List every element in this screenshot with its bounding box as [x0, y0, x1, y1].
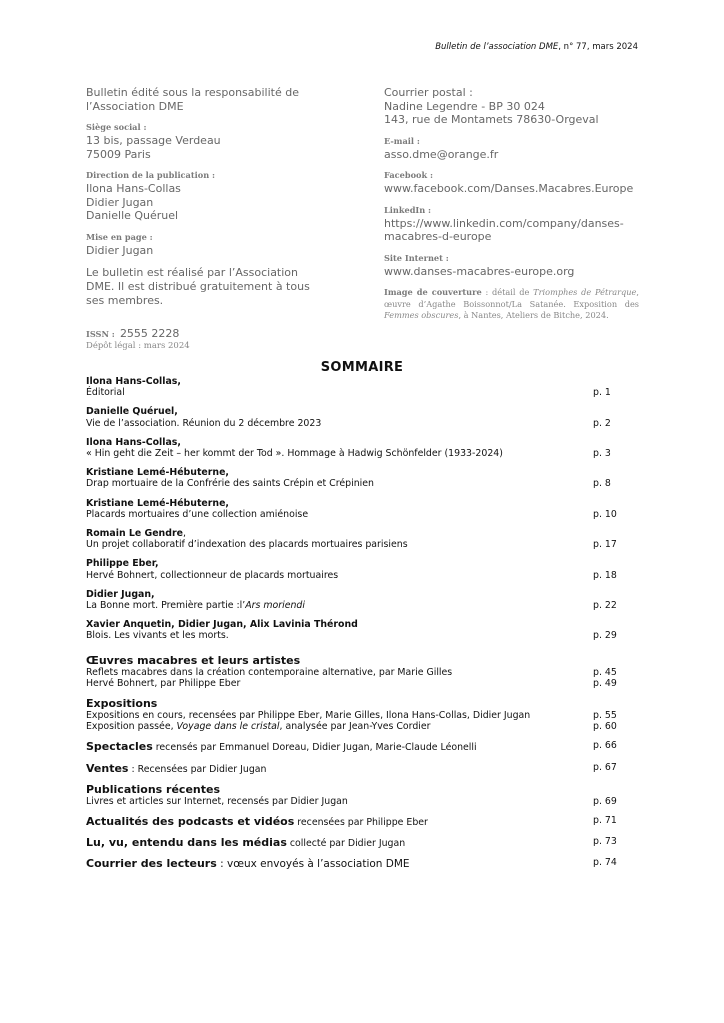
header-issue: , n° 77, mars 2024	[558, 42, 638, 52]
toc-section-medias[interactable]	[86, 836, 638, 849]
toc-entry[interactable]	[86, 558, 638, 580]
cover-artwork-title: Triomphes de Pétrarque	[533, 287, 637, 297]
linkedin-block	[384, 205, 639, 244]
cover-text: , œuvre d’Agathe Boissonnot/La Satanée. Exposition des	[384, 287, 639, 309]
issn-label: ISSN :	[86, 329, 115, 339]
section-subtitle: : Recensées par Didier Jugan	[128, 763, 267, 775]
toc-page: p. 2	[593, 417, 611, 429]
siege-block	[86, 122, 316, 161]
toc-title-italic: Voyage dans le cristal	[176, 721, 280, 733]
toc-page: p. 22	[593, 600, 617, 612]
toc-author: Kristiane Lemé-Hébuterne,	[86, 467, 229, 479]
siege-label: Siège social :	[86, 122, 147, 132]
section-subtitle: recensés par Emmanuel Doreau, Didier Jugan, Marie-Claude Léonelli	[152, 742, 477, 754]
toc-item[interactable]	[86, 678, 638, 689]
director-name: Ilona Hans-Collas	[86, 182, 181, 195]
section-title: Œuvres macabres et leurs artistes	[86, 653, 301, 667]
cover-label: Image de couverture	[384, 287, 482, 297]
toc-title-italic: Ars moriendi	[245, 600, 305, 612]
masthead-left-column	[86, 86, 316, 351]
distribution-note: Le bulletin est réalisé par l’Association DME. Il est distribué gratuitement à tous ses membres.	[86, 266, 310, 307]
layout-block	[86, 232, 316, 258]
toc-page: p. 73	[593, 836, 617, 848]
toc-section-courrier[interactable]	[86, 857, 638, 870]
table-of-contents	[86, 376, 638, 879]
website-block	[384, 253, 639, 279]
cover-text: : détail de	[481, 287, 534, 297]
toc-entry[interactable]	[86, 437, 638, 459]
toc-title: Éditorial	[86, 387, 125, 399]
toc-title: Placards mortuaires d’une collection amiénoise	[86, 508, 309, 520]
section-title: Actualités des podcasts et vidéos	[86, 815, 295, 829]
toc-title: Blois. Les vivants et les morts.	[86, 630, 229, 642]
toc-page: p. 74	[593, 857, 617, 869]
postal-line1: Nadine Legendre - BP 30 024	[384, 99, 545, 113]
toc-title	[86, 600, 593, 611]
toc-page: p. 1	[593, 387, 611, 399]
toc-page: p. 45	[593, 666, 617, 678]
toc-entry[interactable]	[86, 619, 638, 641]
toc-author: Romain Le Gendre	[86, 528, 183, 540]
toc-title: Livres et articles sur Internet, recensés par Didier Jugan	[86, 795, 348, 807]
toc-page: p. 17	[593, 539, 617, 551]
director-name: Danielle Quéruel	[86, 209, 179, 222]
toc-author: Kristiane Lemé-Hébuterne,	[86, 497, 229, 509]
toc-entry[interactable]	[86, 467, 638, 489]
masthead-right-column	[384, 86, 639, 322]
toc-item[interactable]	[86, 710, 638, 721]
direction-block	[86, 170, 316, 223]
running-header	[435, 42, 638, 52]
section-title: Courrier des lecteurs	[86, 857, 217, 871]
toc-title: Reflets macabres dans la création contemporaine alternative, par Marie Gilles	[86, 666, 453, 678]
section-title: Expositions	[86, 697, 158, 711]
toc-title: Hervé Bohnert, par Philippe Eber	[86, 677, 241, 689]
toc-page: p. 66	[593, 740, 617, 752]
facebook-label: Facebook :	[384, 170, 434, 180]
section-title: Publications récentes	[86, 782, 221, 796]
director-name: Didier Jugan	[86, 195, 154, 209]
layout-label: Mise en page :	[86, 231, 153, 242]
header-bulletin-name: Bulletin de l’association DME	[435, 42, 559, 52]
section-title: Spectacles	[86, 740, 153, 754]
issn-block	[86, 322, 316, 341]
email-link[interactable]: asso.dme@orange.fr	[384, 147, 499, 161]
email-label: E-mail :	[384, 135, 420, 146]
toc-author-comma: ,	[182, 528, 186, 540]
toc-title: Hervé Bohnert, collectionneur de placards mortuaires	[86, 569, 339, 581]
toc-author: Philippe Eber,	[86, 558, 159, 570]
toc-page: p. 69	[593, 795, 617, 807]
toc-page: p. 49	[593, 677, 617, 689]
toc-entry[interactable]	[86, 406, 638, 428]
toc-page: p. 18	[593, 569, 617, 581]
website-label: Site Internet :	[384, 252, 449, 263]
toc-page: p. 8	[593, 478, 611, 490]
toc-entry[interactable]	[86, 498, 638, 520]
facebook-block	[384, 170, 639, 196]
section-subtitle: recensées par Philippe Eber	[294, 817, 428, 829]
toc-author: Didier Jugan,	[86, 588, 155, 600]
toc-section-publications	[86, 783, 638, 807]
toc-title-text: , analysée par Jean-Yves Cordier	[279, 721, 431, 733]
toc-title: Un projet collaboratif d’indexation des placards mortuaires parisiens	[86, 539, 408, 551]
toc-title-text: Exposition passée,	[86, 721, 177, 733]
toc-page: p. 67	[593, 761, 617, 773]
section-subtitle: : vœux envoyés à l’association DME	[216, 858, 410, 871]
toc-author: Ilona Hans-Collas,	[86, 376, 181, 387]
cover-credit	[384, 287, 639, 322]
section-title: Lu, vu, entendu dans les médias	[86, 836, 287, 850]
sommaire-title: SOMMAIRE	[320, 360, 404, 375]
siege-line1: 13 bis, passage Verdeau	[86, 134, 221, 147]
toc-author: Ilona Hans-Collas,	[86, 436, 181, 448]
toc-page: p. 71	[593, 815, 617, 827]
email-block	[384, 136, 639, 162]
facebook-link[interactable]: www.facebook.com/Danses.Macabres.Europe	[384, 182, 634, 195]
toc-section-oeuvres	[86, 654, 638, 689]
toc-page: p. 55	[593, 710, 617, 722]
section-subtitle: collecté par Didier Jugan	[286, 838, 406, 850]
toc-author: Danielle Quéruel,	[86, 406, 178, 418]
toc-section-podcasts[interactable]	[86, 815, 638, 828]
siege-line2: 75009 Paris	[86, 147, 151, 161]
toc-item[interactable]	[86, 667, 638, 678]
issn-value: 2555 2228	[119, 327, 180, 340]
toc-page: p. 3	[593, 448, 611, 460]
toc-entry[interactable]	[86, 528, 638, 550]
layout-value: Didier Jugan	[86, 243, 154, 257]
toc-entry[interactable]	[86, 589, 638, 611]
toc-page: p. 60	[593, 721, 617, 733]
toc-title: Drap mortuaire de la Confrérie des saints Crépin et Crépinien	[86, 478, 374, 490]
publisher-intro: Bulletin édité sous la responsabilité de l’Association DME	[86, 86, 299, 113]
website-link[interactable]: www.danses-macabres-europe.org	[384, 264, 575, 278]
postal-block	[384, 86, 639, 127]
cover-exhibition-title: Femmes obscures	[384, 310, 459, 320]
toc-page: p. 10	[593, 508, 617, 520]
toc-title: Expositions en cours, recensées par Philippe Eber, Marie Gilles, Ilona Hans-Collas, Didier Jugan	[86, 710, 531, 722]
postal-line2: 143, rue de Montamets 78630-Orgeval	[384, 113, 599, 126]
cover-text: , à Nantes, Ateliers de Bitche, 2024.	[458, 310, 609, 320]
toc-title: « Hin geht die Zeit – her kommt der Tod ». Hommage à Hadwig Schönfelder (1933-2024)	[86, 448, 503, 460]
linkedin-link[interactable]: https://www.linkedin.com/company/danses-macabres-d-europe	[384, 216, 624, 243]
direction-label: Direction de la publication :	[86, 170, 216, 180]
toc-section-ventes[interactable]	[86, 762, 638, 775]
toc-page: p. 29	[593, 630, 617, 642]
toc-item[interactable]	[86, 721, 638, 732]
section-title: Ventes	[86, 761, 129, 775]
toc-section-spectacles[interactable]	[86, 740, 638, 753]
toc-entry[interactable]	[86, 376, 638, 398]
legal-deposit: Dépôt légal : mars 2024	[86, 341, 190, 351]
toc-title: Vie de l’association. Réunion du 2 décembre 2023	[86, 417, 322, 429]
toc-title-text: La Bonne mort. Première partie :l’	[86, 600, 246, 612]
toc-section-expositions	[86, 697, 638, 732]
toc-title	[86, 721, 593, 732]
postal-label: Courrier postal :	[384, 86, 473, 99]
linkedin-label: LinkedIn :	[384, 204, 432, 215]
toc-author: Xavier Anquetin, Didier Jugan, Alix Lavinia Thérond	[86, 619, 358, 631]
toc-item[interactable]	[86, 796, 638, 807]
